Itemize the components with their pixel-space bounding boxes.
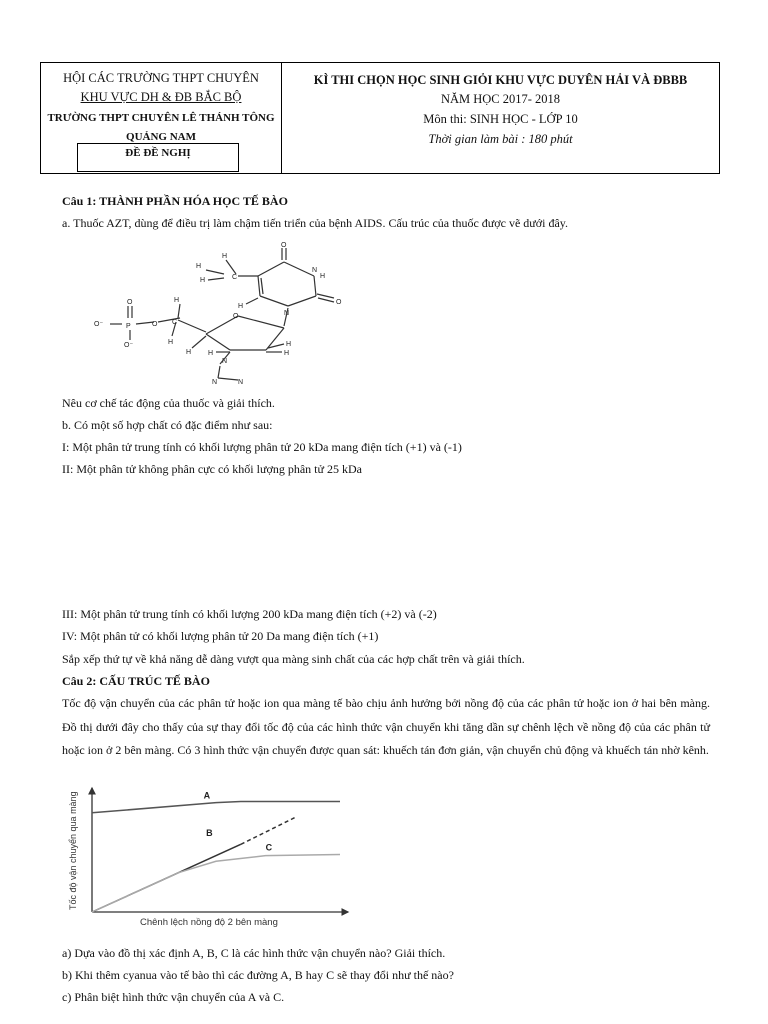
series-label-A: A [203, 790, 211, 801]
atom-label: H [186, 349, 192, 356]
atom-label: N [222, 358, 228, 365]
question-1a: a. Thuốc AZT, dùng để điều trị làm chậm tiến triển của bệnh AIDS. Cấu trúc của thuốc được vẽ dưới đây. [62, 216, 569, 230]
question-2c: c) Phân biệt hình thức vận chuyển của A và C. [62, 990, 285, 1004]
question-2-title: Câu 2: CẤU TRÚC TẾ BÀO [62, 674, 210, 688]
atom-label: O [336, 299, 342, 306]
atom-label: C [172, 319, 178, 326]
atom-label: O [127, 299, 133, 306]
atom-label: H [168, 339, 174, 346]
atom-label: C [232, 274, 238, 281]
atom-label: H [238, 303, 244, 310]
question-2-paragraph: Tốc độ vận chuyển của các phân tử hoặc ion qua màng tế bào chịu ảnh hưởng bởi nồng độ của các phân tử hoặc ion ở hai bên màng. Đồ thị dưới đây cho thấy của sự thay đổi tốc độ của các hình thức vận chuyển khi tăng dần sự chênh lệch về nồng độ của các phân tử hoặc ion ở 2 bên màng. Có 3 hình thức vận chuyển được quan sát: khuếch tán đơn giản, vận chuyển chủ động và khuếch tán nhờ kênh. [62, 696, 710, 757]
atom-label: H [284, 350, 290, 357]
atom-label: N [212, 379, 218, 386]
region-name: KHU VỰC DH & ĐB BẮC BỘ [80, 90, 242, 104]
series-line-A [92, 802, 340, 813]
atom-label: H [320, 273, 326, 280]
atom-label: O [152, 321, 158, 328]
compound-iv: IV: Một phân tử có khối lượng phân tử 20 Da mang điện tích (+1) [62, 629, 379, 643]
transport-rate-chart [60, 782, 360, 932]
atom-label: O⁻ [124, 342, 134, 349]
question-2b: b) Khi thêm cyanua vào tế bào thì các đường A, B hay C sẽ thay đổi như thế nào? [62, 968, 454, 982]
compound-iii: III: Một phân tử trung tính có khối lượng 200 kDa mang điện tích (+2) và (-2) [62, 607, 437, 621]
atom-label: N [238, 379, 244, 386]
atom-label: O⁻ [94, 321, 104, 328]
atom-label: N [312, 267, 318, 274]
question-1b-task: Sắp xếp thứ tự về khả năng dễ dàng vượt qua màng sinh chất của các hợp chất trên và giải thích. [62, 652, 525, 666]
question-1b: b. Có một số hợp chất có đặc điểm như sau: [62, 418, 273, 432]
compound-i: I: Một phân tử trung tính có khối lượng phân tử 20 kDa mang điện tích (+1) và (-1) [62, 440, 462, 454]
compound-ii: II: Một phân tử không phân cực có khối lượng phân tử 25 kDa [62, 462, 362, 476]
series-line-B-extension [241, 817, 296, 844]
atom-label: P [126, 323, 131, 330]
atom-label: H [208, 350, 214, 357]
question-2a: a) Dựa vào đồ thị xác định A, B, C là các hình thức vận chuyển nào? Giải thích. [62, 946, 446, 960]
atom-label: H [174, 297, 180, 304]
header-left [41, 63, 282, 173]
exam-header [40, 62, 720, 174]
proposal-label: ĐỀ ĐỀ NGHỊ [77, 143, 239, 172]
school-year: NĂM HỌC 2017- 2018 [440, 92, 561, 106]
atom-label: H [196, 263, 202, 270]
atom-label: O [233, 313, 239, 320]
question-1a-task: Nêu cơ chế tác động của thuốc và giải thích. [62, 396, 275, 410]
association-name: HỘI CÁC TRƯỜNG THPT CHUYÊN [63, 71, 259, 85]
question-1-title: Câu 1: THÀNH PHẦN HÓA HỌC TẾ BÀO [62, 194, 288, 208]
atom-label: H [222, 253, 228, 260]
header-right [282, 63, 719, 173]
y-axis-label: Tốc độ vận chuyển qua màng [68, 791, 78, 910]
exam-title: KÌ THI CHỌN HỌC SINH GIỎI KHU VỰC DUYÊN HẢI VÀ ĐBBB [313, 73, 688, 87]
school-name: TRƯỜNG THPT CHUYÊN LÊ THÁNH TÔNG [47, 112, 275, 124]
series-label-B: B [206, 827, 213, 838]
series-label-C: C [265, 842, 273, 853]
province-name: QUẢNG NAM [126, 131, 196, 143]
subject: Môn thi: SINH HỌC - LỚP 10 [423, 112, 578, 126]
atom-label: O [281, 242, 287, 249]
x-axis-label: Chênh lệch nồng độ 2 bên màng [140, 917, 278, 928]
atom-label: H [286, 341, 292, 348]
series-line-C [92, 855, 340, 912]
atom-label: N [284, 310, 290, 317]
azt-structure-figure [88, 240, 398, 390]
atom-label: H [200, 277, 206, 284]
time-limit: Thời gian làm bài : 180 phút [428, 132, 573, 146]
